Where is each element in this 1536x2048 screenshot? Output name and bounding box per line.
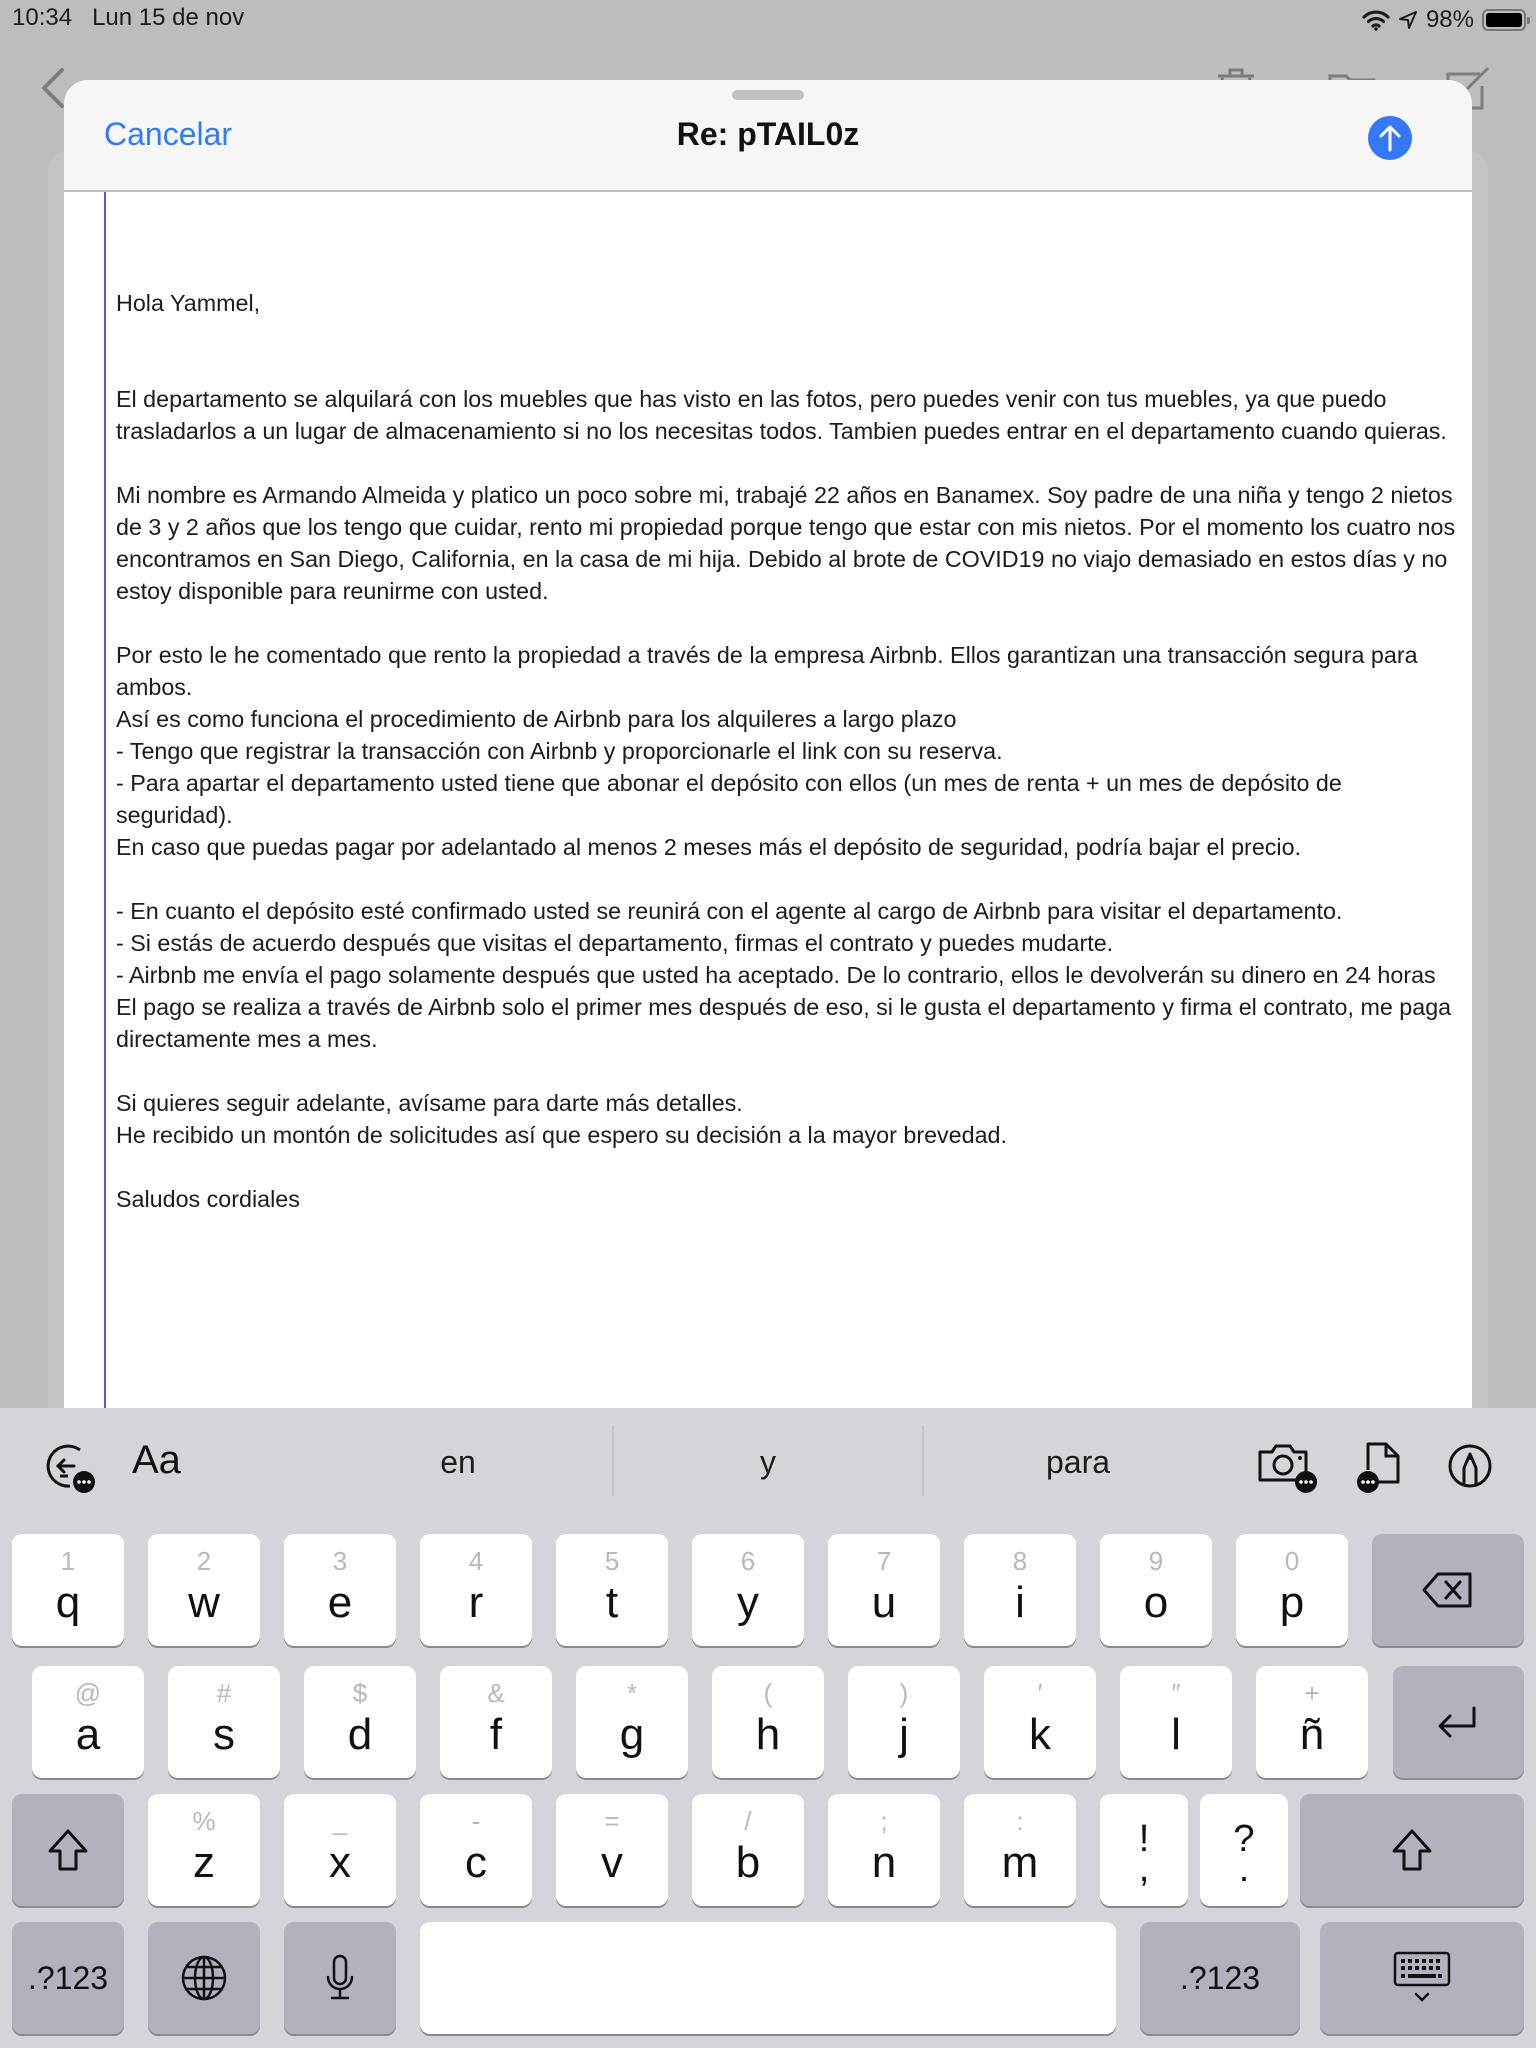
key-x[interactable] bbox=[284, 1794, 396, 1906]
wifi-icon bbox=[1362, 9, 1390, 31]
key-alt-label: 1 bbox=[60, 1546, 76, 1576]
status-time-date bbox=[12, 4, 244, 32]
send-button[interactable] bbox=[1368, 116, 1412, 160]
keyboard bbox=[0, 1408, 1536, 2048]
key-e[interactable] bbox=[284, 1534, 396, 1646]
paragraph-4-line-1: - En cuanto el depósito esté confirmado usted se reunirá con el agente al cargo de Airbnb para visitar el departamento. bbox=[116, 898, 1343, 924]
return-icon bbox=[1434, 1704, 1484, 1740]
key-alt-label: _ bbox=[332, 1806, 348, 1836]
key-alt-label: $ bbox=[352, 1678, 368, 1708]
key-label: x bbox=[329, 1838, 351, 1887]
prediction-divider bbox=[612, 1426, 614, 1496]
key-label: m bbox=[1001, 1838, 1039, 1887]
key-h[interactable] bbox=[712, 1666, 824, 1778]
key-y[interactable] bbox=[692, 1534, 804, 1646]
paragraph-3-line-2: Así es como funciona el procedimiento de Airbnb para los alquileres a largo plazo bbox=[116, 706, 957, 732]
key-label: b bbox=[735, 1838, 761, 1887]
arrow-up-icon bbox=[1378, 124, 1402, 152]
shortcut-bar bbox=[0, 1408, 1536, 1520]
markup-icon[interactable] bbox=[1442, 1438, 1498, 1494]
dismiss-keyboard-key[interactable] bbox=[1320, 1922, 1524, 2034]
key-b[interactable] bbox=[692, 1794, 804, 1906]
prediction-divider bbox=[922, 1426, 924, 1496]
key-alt-label: ) bbox=[899, 1678, 909, 1708]
numbers-key-label: .?123 bbox=[27, 1959, 109, 1996]
numbers-key-left[interactable] bbox=[12, 1922, 124, 2034]
key-label: . bbox=[1238, 1848, 1250, 1890]
key-alt-label: / bbox=[744, 1806, 752, 1836]
key-l[interactable] bbox=[1120, 1666, 1232, 1778]
key-alt-label: 0 bbox=[1284, 1546, 1300, 1576]
key-alt-label: ; bbox=[880, 1806, 888, 1836]
paragraph-4-line-2: - Si estás de acuerdo después que visitas el departamento, firmas el contrato y puedes mudarte. bbox=[116, 930, 1114, 956]
space-key[interactable] bbox=[420, 1922, 1116, 2034]
sheet-grabber[interactable] bbox=[732, 90, 804, 100]
key-alt-label: * bbox=[626, 1678, 638, 1708]
return-key[interactable] bbox=[1393, 1666, 1524, 1778]
keyboard-dismiss-icon bbox=[1392, 1950, 1452, 2006]
key-label: s bbox=[213, 1710, 235, 1759]
key-w[interactable] bbox=[148, 1534, 260, 1646]
key-label: u bbox=[871, 1578, 897, 1627]
key-label: y bbox=[737, 1578, 759, 1627]
shift-icon bbox=[1390, 1827, 1434, 1873]
status-indicators bbox=[1362, 6, 1526, 34]
prediction-2[interactable]: y bbox=[760, 1444, 776, 1480]
key-alt-label: % bbox=[192, 1806, 216, 1836]
key-alt-label: @ bbox=[74, 1678, 102, 1708]
key-label: g bbox=[619, 1710, 645, 1759]
paragraph-3-line-5: En caso que puedas pagar por adelantado al menos 2 meses más el depósito de seguridad, podría bajar el precio. bbox=[116, 834, 1302, 860]
key-alt-label: ″ bbox=[1171, 1678, 1181, 1708]
key-alt-label: 2 bbox=[196, 1546, 212, 1576]
key-label: d bbox=[347, 1710, 373, 1759]
dictation-key[interactable] bbox=[284, 1922, 396, 2034]
format-button[interactable]: Aa bbox=[132, 1438, 181, 1482]
key-label: ñ bbox=[1299, 1710, 1325, 1759]
key-punctuation[interactable] bbox=[1100, 1794, 1188, 1906]
key-label: c bbox=[465, 1838, 487, 1887]
key-label: q bbox=[55, 1578, 81, 1627]
key-alt-label: & bbox=[487, 1678, 505, 1708]
backspace-key[interactable] bbox=[1372, 1534, 1524, 1646]
numbers-key-label: .?123 bbox=[1179, 1959, 1261, 1996]
key-alt-label: 4 bbox=[468, 1546, 484, 1576]
key-label: e bbox=[327, 1578, 353, 1627]
key-i[interactable] bbox=[964, 1534, 1076, 1646]
battery-percent: 98% bbox=[1425, 6, 1474, 33]
paragraph-2: Mi nombre es Armando Almeida y platico un poco sobre mi, trabajé 22 años en Banamex. Soy padre de una niña y tengo 2 nietos de 3 y 2 años que los tengo que cuidar, rento mi propiedad porque tengo que estar con mis nietos. Por el momento los cuatro nos encontramos en San Diego, California, en la casa de mi hija. Debido al brote de COVID19 no viajo demasiado en estos días y no estoy disponible para reunirme con usted. bbox=[116, 482, 1462, 604]
key-alt-label: = bbox=[604, 1806, 620, 1836]
key-o[interactable] bbox=[1100, 1534, 1212, 1646]
paragraph-5-line-2: He recibido un montón de solicitudes así que espero su decisión a la mayor brevedad. bbox=[116, 1122, 1007, 1148]
key-z[interactable] bbox=[148, 1794, 260, 1906]
greeting: Hola Yammel, bbox=[116, 290, 261, 316]
key-c[interactable] bbox=[420, 1794, 532, 1906]
key-k[interactable] bbox=[984, 1666, 1096, 1778]
closing: Saludos cordiales bbox=[116, 1186, 300, 1212]
key-label: r bbox=[468, 1578, 484, 1627]
key-label: o bbox=[1143, 1578, 1169, 1627]
quote-bar bbox=[104, 192, 106, 1480]
key-label: a bbox=[75, 1710, 101, 1759]
key-alt-label: + bbox=[1304, 1678, 1320, 1708]
status-date: Lun 15 de nov bbox=[92, 4, 245, 31]
key-alt-label: # bbox=[216, 1678, 232, 1708]
key-ñ[interactable] bbox=[1256, 1666, 1368, 1778]
document-more-icon[interactable] bbox=[1352, 1438, 1408, 1494]
key-q[interactable] bbox=[12, 1534, 124, 1646]
key-label: w bbox=[188, 1578, 220, 1627]
prediction-1[interactable]: en bbox=[440, 1444, 476, 1480]
key-label: f bbox=[489, 1710, 503, 1759]
globe-icon bbox=[180, 1954, 228, 2002]
shift-icon bbox=[46, 1827, 90, 1873]
key-label: v bbox=[601, 1838, 623, 1887]
key-label: h bbox=[755, 1710, 781, 1759]
key-punctuation[interactable] bbox=[1200, 1794, 1288, 1906]
paragraph-3-line-4: - Para apartar el departamento usted tiene que abonar el depósito con ellos (un mes de renta + un mes de depósito de seguridad). bbox=[116, 770, 1349, 828]
key-d[interactable] bbox=[304, 1666, 416, 1778]
key-label: l bbox=[1171, 1710, 1181, 1759]
key-label: , bbox=[1138, 1848, 1150, 1890]
message-body[interactable] bbox=[64, 192, 1472, 1480]
prediction-3[interactable]: para bbox=[1045, 1444, 1111, 1480]
battery-icon bbox=[1482, 9, 1526, 31]
key-p[interactable] bbox=[1236, 1534, 1348, 1646]
paragraph-1: El departamento se alquilará con los muebles que has visto en las fotos, pero puedes venir con tus muebles, ya que puedo trasladarlos a un lugar de almacenamiento si no los necesitas todos. Tambien puedes entrar en el departamento cuando quieras. bbox=[116, 386, 1447, 444]
cancel-button[interactable]: Cancelar bbox=[104, 116, 233, 152]
key-label: k bbox=[1029, 1710, 1051, 1759]
key-r[interactable] bbox=[420, 1534, 532, 1646]
key-alt-label: - bbox=[471, 1806, 481, 1836]
key-label: t bbox=[605, 1578, 619, 1627]
key-alt-label: 9 bbox=[1148, 1546, 1164, 1576]
microphone-icon bbox=[324, 1953, 356, 2003]
paragraph-3-line-1: Por esto le he comentado que rento la propiedad a través de la empresa Airbnb. Ellos garantizan una transacción segura para ambos. bbox=[116, 642, 1425, 700]
paragraph-5-line-1: Si quieres seguir adelante, avísame para darte más detalles. bbox=[116, 1090, 743, 1116]
key-n[interactable] bbox=[828, 1794, 940, 1906]
undo-more-icon[interactable] bbox=[40, 1438, 96, 1494]
key-alt-label: 7 bbox=[876, 1546, 892, 1576]
key-label: n bbox=[871, 1838, 897, 1887]
key-alt-label: : bbox=[1016, 1806, 1024, 1836]
compose-sheet bbox=[64, 80, 1472, 1480]
key-f[interactable] bbox=[440, 1666, 552, 1778]
key-g[interactable] bbox=[576, 1666, 688, 1778]
compose-title: Re: pTAIL0z bbox=[676, 116, 860, 152]
paragraph-4-line-3: - Airbnb me envía el pago solamente después que usted ha aceptado. De lo contrario, ellos le devolverán su dinero en 24 horas bbox=[116, 962, 1436, 988]
key-alt-label: 8 bbox=[1012, 1546, 1028, 1576]
key-j[interactable] bbox=[848, 1666, 960, 1778]
numbers-key-right[interactable] bbox=[1140, 1922, 1300, 2034]
paragraph-4-line-4: El pago se realiza a través de Airbnb solo el primer mes después de eso, si le gusta el departamento y firma el contrato, me paga directamente mes a mes. bbox=[116, 994, 1458, 1052]
key-label: i bbox=[1015, 1578, 1025, 1627]
key-alt-label: 5 bbox=[604, 1546, 620, 1576]
key-label: p bbox=[1279, 1578, 1305, 1627]
key-alt-label: 3 bbox=[332, 1546, 348, 1576]
location-icon bbox=[1398, 10, 1418, 30]
key-alt-label: ′ bbox=[1037, 1678, 1043, 1708]
key-t[interactable] bbox=[556, 1534, 668, 1646]
key-label: j bbox=[899, 1710, 909, 1759]
compose-header bbox=[64, 80, 1472, 192]
message-text[interactable] bbox=[116, 287, 1462, 1215]
camera-more-icon[interactable] bbox=[1256, 1438, 1320, 1494]
status-time: 10:34 bbox=[12, 4, 73, 31]
key-v[interactable] bbox=[556, 1794, 668, 1906]
globe-key[interactable] bbox=[148, 1922, 260, 2034]
backspace-icon bbox=[1420, 1570, 1476, 1610]
key-s[interactable] bbox=[168, 1666, 280, 1778]
key-label: z bbox=[193, 1838, 215, 1887]
shift-key-right[interactable] bbox=[1300, 1794, 1524, 1906]
key-alt-label: ( bbox=[763, 1678, 773, 1708]
key-shifted-label: ? bbox=[1233, 1818, 1255, 1860]
paragraph-3-line-3: - Tengo que registrar la transacción con Airbnb y proporcionarle el link con su reserva. bbox=[116, 738, 1003, 764]
shift-key-left[interactable] bbox=[12, 1794, 124, 1906]
key-u[interactable] bbox=[828, 1534, 940, 1646]
key-alt-label: 6 bbox=[740, 1546, 756, 1576]
key-m[interactable] bbox=[964, 1794, 1076, 1906]
key-a[interactable] bbox=[32, 1666, 144, 1778]
key-shifted-label: ! bbox=[1138, 1818, 1150, 1860]
